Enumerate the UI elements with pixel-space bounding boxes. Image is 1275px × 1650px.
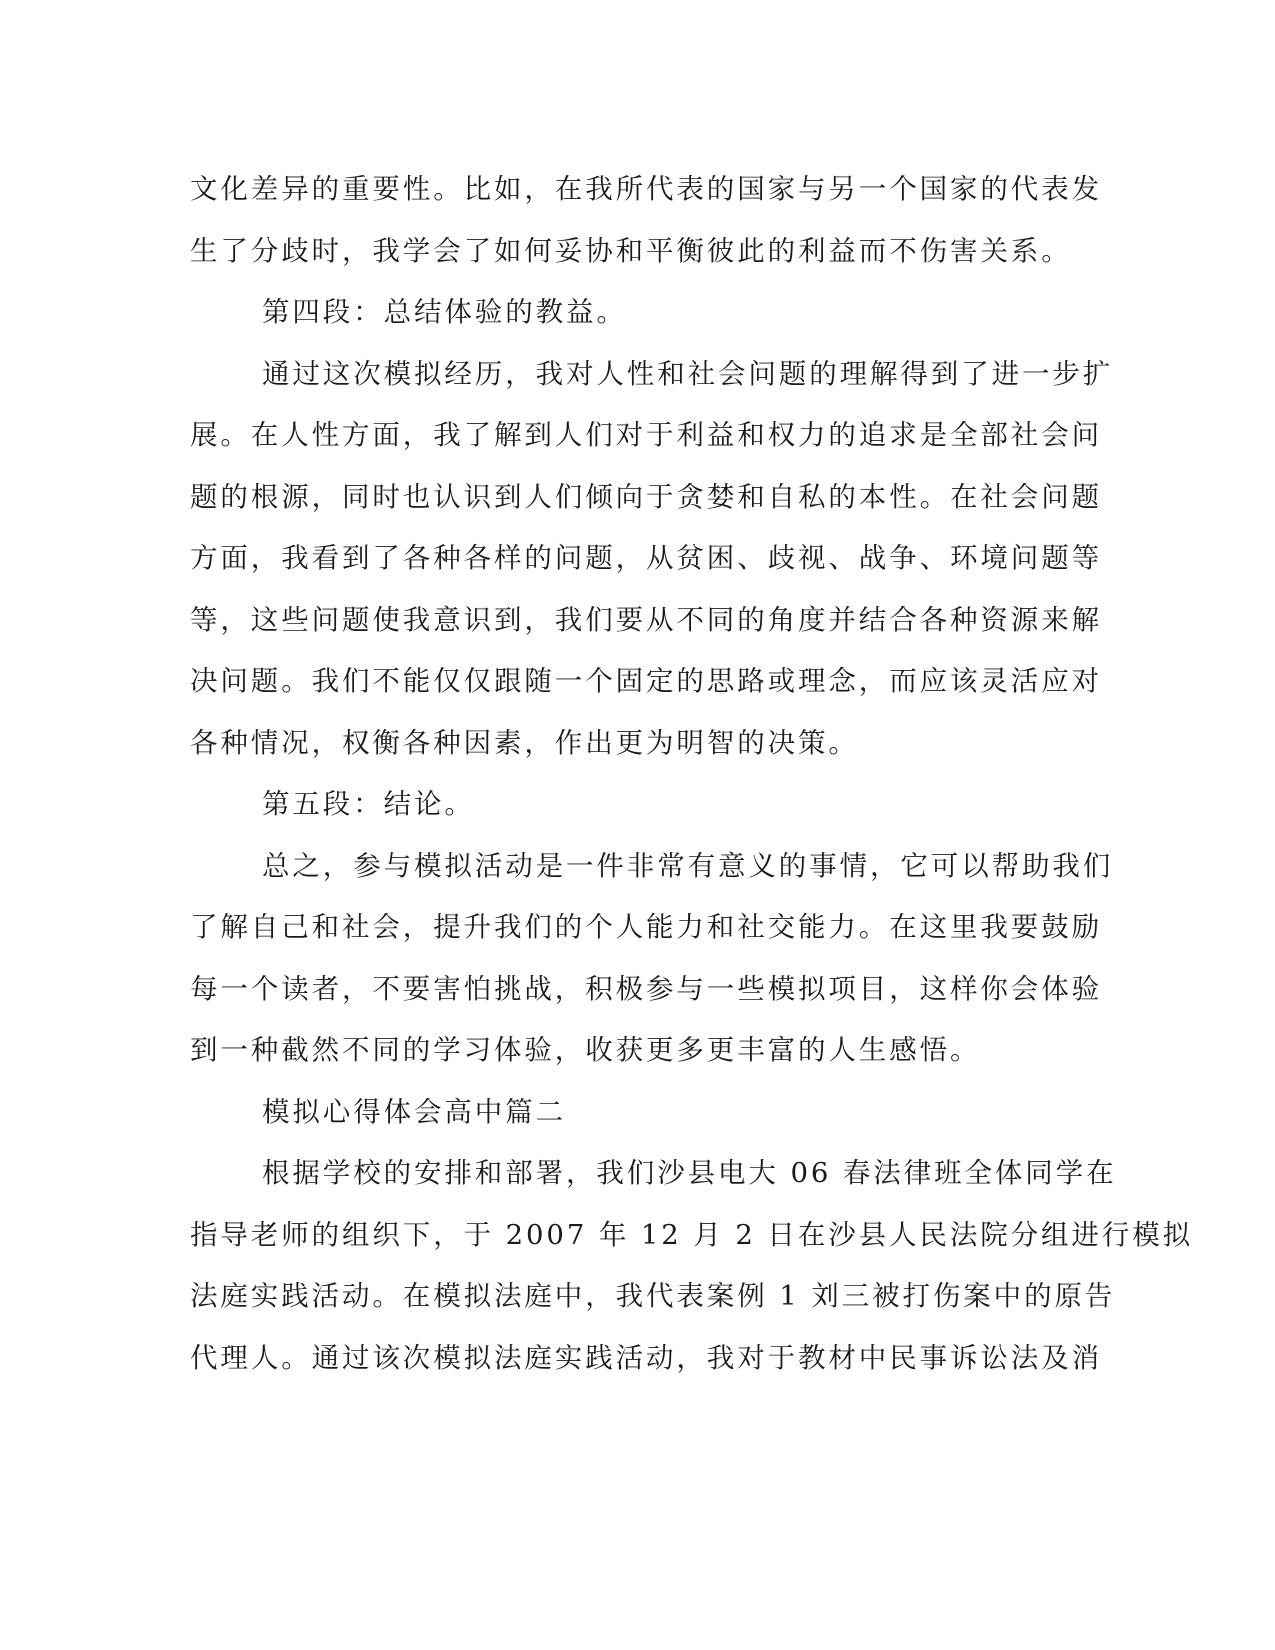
text-line: 法庭实践活动。在模拟法庭中，我代表案例 1 刘三被打伤案中的原告: [190, 1280, 1116, 1312]
document-body: [190, 159, 1194, 1389]
text-line: 展。在人性方面，我了解到人们对于利益和权力的追求是全部社会问: [190, 419, 1102, 451]
text-line: 题的根源，同时也认识到人们倾向于贪婪和自私的本性。在社会问题: [190, 480, 1102, 513]
text-line: 每一个读者，不要害怕挑战，积极参与一些模拟项目，这样你会体验: [190, 972, 1102, 1005]
text-line: 了解自己和社会，提升我们的个人能力和社交能力。在这里我要鼓励: [190, 911, 1102, 943]
text-line: 等，这些问题使我意识到，我们要从不同的角度并结合各种资源来解: [190, 603, 1102, 636]
text-line: 各种情况，权衡各种因素，作出更为明智的决策。: [190, 726, 859, 759]
text-line: 文化差异的重要性。比如，在我所代表的国家与另一个国家的代表发: [190, 173, 1102, 205]
article-title: 模拟心得体会高中篇二: [262, 1095, 566, 1128]
text-line: 根据学校的安排和部署，我们沙县电大 06 春法律班全体同学在: [262, 1157, 1117, 1189]
text-line: 指导老师的组织下，于 2007 年 12 月 2 日在沙县人民法院分组进行模拟: [190, 1218, 1194, 1251]
text-line: 生了分歧时，我学会了如何妥协和平衡彼此的利益而不伤害关系。: [190, 234, 1072, 267]
section-heading-5: 第五段：结论。: [262, 788, 475, 820]
text-line: 总之，参与模拟活动是一件非常有意义的事情，它可以帮助我们: [262, 849, 1114, 882]
section-heading-4: 第四段：总结体验的教益。: [262, 296, 627, 328]
text-line: 代理人。通过该次模拟法庭实践活动，我对于教材中民事诉讼法及消: [190, 1341, 1102, 1374]
text-line: 通过这次模拟经历，我对人性和社会问题的理解得到了进一步扩: [262, 357, 1114, 390]
text-line: 决问题。我们不能仅仅跟随一个固定的思路或理念，而应该灵活应对: [190, 665, 1102, 697]
text-line: 方面，我看到了各种各样的问题，从贫困、歧视、战争、环境问题等: [190, 542, 1102, 574]
text-line: 到一种截然不同的学习体验，收获更多更丰富的人生感悟。: [190, 1034, 981, 1066]
